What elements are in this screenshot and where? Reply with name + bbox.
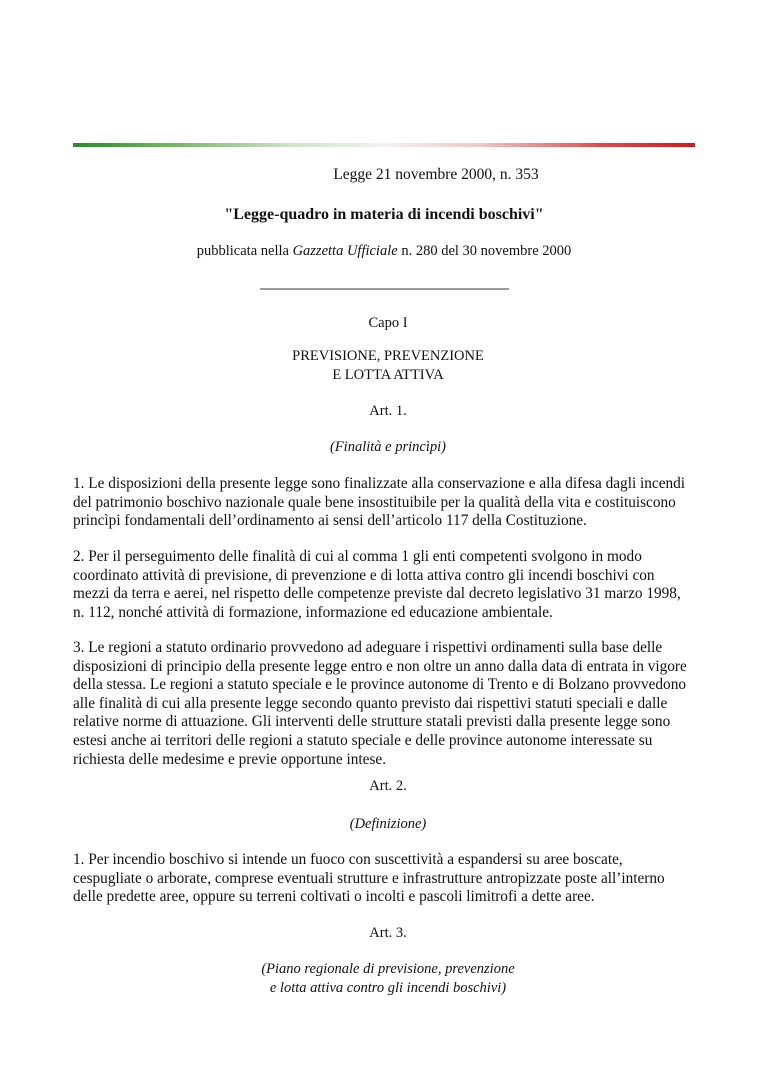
chapter-title — [0, 347, 768, 385]
art1-label: Art. 1. — [369, 403, 407, 419]
publication-suffix: n. 280 del 30 novembre 2000 — [397, 243, 572, 259]
art2-label: Art. 2. — [369, 778, 407, 794]
art3-subtitle — [0, 960, 768, 998]
art2-subtitle: (Definizione) — [349, 816, 427, 832]
art3-subtitle-line-1: (Piano regionale di previsione, prevenzione — [261, 961, 515, 977]
art1-subtitle: (Finalità e princìpi) — [330, 439, 446, 455]
art1-paragraph-3: 3. Le regioni a statuto ordinario provvedono ad adeguare i rispettivi ordinamenti sulla base delle disposizioni di principio della presente legge entro e non oltre un anno dalla data di entrata in vigore della stessa. Le regioni a statuto speciale e le province autonome di Trento e di Bolzano provvedono alle finalità di cui alla presente legge secondo quanto previsto dai rispettivi statuti speciali e dalle relative norme di attuazione. Gli interventi delle strutture statali previsti dalla presente legge sono estesi anche ai territori delle regioni a statuto speciale e delle province autonome interessate su richiesta delle medesime e previe opportune intese. — [73, 639, 687, 768]
law-name: "Legge-quadro in materia di incendi boschivi" — [224, 206, 544, 223]
publication-gazette: Gazzetta Ufficiale — [292, 243, 398, 259]
art1-paragraph-2: 2. Per il perseguimento delle finalità di cui al comma 1 gli enti competenti svolgono in modo coordinato attività di previsione, di prevenzione e di lotta attiva contro gli incendi boschivi con mezzi da terra e aerei, nel rispetto delle competenze previste dal decreto legislativo 31 marzo 1998, n. 112, nonché attività di formazione, informazione ed educazione ambientale. — [73, 548, 681, 621]
publication-prefix: pubblicata nella — [196, 243, 293, 259]
art3-label: Art. 3. — [369, 925, 407, 941]
chapter-title-line-1: PREVISIONE, PREVENZIONE — [292, 348, 484, 364]
art3-subtitle-line-2: e lotta attiva contro gli incendi boschivi) — [269, 980, 507, 996]
chapter-label: Capo I — [368, 315, 408, 331]
art2-paragraph-1: 1. Per incendio boschivo si intende un fuoco con suscettività a espandersi su aree boscate, cespugliate o arborate, comprese eventuali strutture e infrastrutture antropizzate poste all’interno delle predette aree, oppure su terreni coltivati o incolti e pascoli limitrofi a dette aree. — [73, 851, 665, 906]
chapter-title-line-2: E LOTTA ATTIVA — [332, 367, 444, 383]
law-title: Legge 21 novembre 2000, n. 353 — [333, 166, 539, 183]
publication-note — [0, 243, 768, 260]
art1-paragraph-1: 1. Le disposizioni della presente legge sono finalizzate alla conservazione e alla difesa dagli incendi del patrimonio boschivo nazionale quale bene insostituibile per la qualità della vita e costituiscono princìpi fondamentali dell’ordinamento ai sensi dell’articolo 117 della Costituzione. — [73, 475, 686, 530]
section-separator — [260, 288, 509, 290]
tricolor-header-rule — [73, 143, 695, 147]
